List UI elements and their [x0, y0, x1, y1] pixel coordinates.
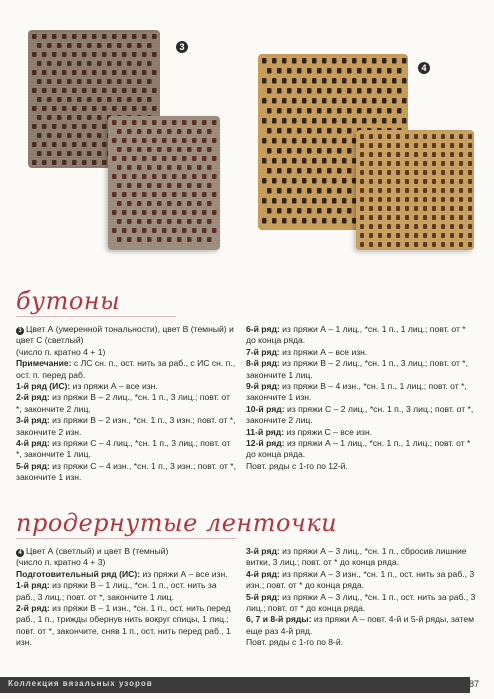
- section-2-right-column: [246, 546, 476, 649]
- row-label: 8-й ряд:: [246, 358, 280, 369]
- row-label: Примечание:: [16, 358, 72, 369]
- instruction-line: [246, 427, 476, 438]
- row-text: из пряжи В – 1 лиц., *сн. 1 п., ост. нить за раб., 3 лиц.; повт. от *, закончите 1 лиц.: [16, 580, 217, 602]
- row-text: (число п. кратно 4 + 1): [16, 346, 106, 357]
- instruction-line: [246, 358, 476, 381]
- page-number: 87: [469, 679, 480, 689]
- row-text: Цвет А (умеренной тональности), цвет В (темный) и цвет С (светлый): [16, 324, 234, 346]
- instruction-line: [16, 546, 236, 557]
- instruction-line: [246, 614, 476, 637]
- row-text: Повт. ряды с 1-го по 8-й.: [246, 637, 344, 648]
- row-text: из пряжи А – 3 лиц., *сн. 1 п., сбросив лишние витки, 3 лиц.; повт. от * до конца ряда.: [246, 546, 467, 568]
- row-label: 9-й ряд:: [246, 381, 280, 392]
- row-label: 5-й ряд:: [16, 460, 50, 471]
- instruction-line: [246, 324, 476, 347]
- instruction-line: [16, 415, 236, 438]
- row-label: 12-й ряд:: [246, 438, 285, 449]
- row-text: из пряжи С – все изн.: [284, 426, 373, 437]
- instruction-line: [246, 461, 476, 472]
- instruction-line: [16, 557, 236, 568]
- row-text: из пряжи В – 1 изн., *сн. 1 п., ост. нить перед раб., 1 п., трижды обернув нить вокруг спицы, 1 лиц.; повт. от *, закончите, сняв 1 п., ост. нить перед раб., 1 изн.: [16, 603, 231, 648]
- row-label: 1-й ряд:: [16, 580, 50, 591]
- swatch-4-badge: 4: [418, 62, 430, 74]
- instruction-line: [16, 438, 236, 461]
- row-text: из пряжи А – 3 изн., *сн. 1 п., ост. нить за раб., 3 изн.; повт. от * до конца ряда.: [246, 568, 475, 591]
- instruction-line: [246, 637, 476, 648]
- row-label: 4-й ряд:: [246, 568, 280, 579]
- row-label: 1-й ряд (ИС):: [16, 381, 71, 392]
- row-label: 3-й ряд:: [16, 415, 50, 426]
- instruction-line: [16, 381, 236, 392]
- instruction-line: [16, 603, 236, 649]
- row-text: из пряжи А – повт. 4-й и 5-й ряды, затем еще раз 4-й ряд.: [246, 614, 475, 636]
- swatch-4-front: [356, 130, 474, 250]
- pattern-number-icon: 4: [16, 549, 24, 557]
- instruction-line: [16, 347, 236, 358]
- row-text: из пряжи В – 4 изн., *сн. 1 п., 1 лиц.; повт. от *, закончите 1 изн.: [246, 381, 467, 403]
- instruction-line: [16, 358, 236, 381]
- row-text: из пряжи А – 1 лиц., *сн. 1 п., 1 лиц.; повт. от * до конца ряда.: [246, 438, 471, 460]
- section-2-rule: [16, 538, 236, 539]
- swatch-3-badge: 3: [176, 41, 188, 53]
- row-text: из пряжи А – все изн.: [70, 381, 158, 392]
- row-text: из пряжи С – 2 лиц., *сн. 1 п., 3 лиц.; повт. от *, закончите 2 лиц.: [246, 403, 474, 426]
- instruction-line: [16, 461, 236, 484]
- row-label: 7-й ряд:: [246, 346, 280, 357]
- row-text: из пряжи С – 4 изн., *сн. 1 п., 3 изн.; повт. от *, закончите 1 изн.: [16, 460, 236, 483]
- row-text: с ЛС сн. п., ост. нить за раб., с ИС сн. п., ост. п. перед раб.: [16, 358, 236, 380]
- instruction-line: [246, 546, 476, 569]
- section-1-right-column: [246, 324, 476, 472]
- section-1-left-column: [16, 324, 236, 484]
- row-text: из пряжи В – 2 изн., *сн. 1 п., 3 изн.; повт. от *, закончите 2 изн.: [16, 415, 236, 437]
- instruction-line: [16, 324, 236, 347]
- section-1-rule: [16, 316, 176, 317]
- row-text: из пряжи А – 1 лиц., *сн. 1 п., 1 лиц.; повт. от * до конца ряда.: [246, 324, 466, 346]
- row-text: из пряжи А – все изн.: [279, 346, 368, 357]
- footer-collection-title: Коллекция вязальных узоров: [8, 679, 153, 688]
- row-text: из пряжи С – 4 лиц., *сн. 1 п., 3 лиц.; повт. от *, закончите 1 лиц.: [16, 438, 231, 460]
- row-text: из пряжи В – 2 лиц., *сн. 1 п., 3 лиц.; повт. от *, закончите 2 лиц.: [16, 392, 230, 414]
- instruction-line: [16, 392, 236, 415]
- pattern-number-icon: 3: [16, 327, 24, 335]
- instruction-line: [246, 404, 476, 427]
- row-label: 6, 7 и 8-й ряды:: [246, 614, 312, 625]
- instruction-line: [16, 569, 236, 580]
- row-label: 11-й ряд:: [246, 426, 285, 437]
- row-text: Цвет А (светлый) и цвет В (темный): [26, 546, 169, 556]
- instruction-line: [246, 592, 476, 615]
- row-label: 2-й ряд:: [16, 603, 50, 614]
- row-text: Повт. ряды с 1-го по 12-й.: [246, 460, 348, 471]
- instruction-line: [246, 347, 476, 358]
- row-label: 4-й ряд:: [16, 438, 50, 449]
- swatch-3-front: [108, 116, 220, 250]
- row-label: 2-й ряд:: [16, 392, 50, 403]
- instruction-line: [246, 381, 476, 404]
- row-label: 5-й ряд:: [246, 591, 280, 602]
- row-text: из пряжи А – 3 лиц., *сн. 1 п., ост. нить за раб., 3 лиц.; повт. от * до конца ряда.: [246, 591, 476, 614]
- row-label: Подготовительный ряд (ИС):: [16, 568, 141, 579]
- instruction-line: [246, 438, 476, 461]
- row-label: 3-й ряд:: [246, 546, 280, 556]
- row-label: 6-й ряд:: [246, 324, 280, 334]
- row-text: из пряжи А – все изн.: [140, 568, 228, 579]
- instruction-line: [16, 580, 236, 603]
- row-label: 10-й ряд:: [246, 403, 285, 414]
- section-1-title: бутоны: [16, 287, 121, 315]
- section-2-left-column: [16, 546, 236, 649]
- section-2-title: продернутые ленточки: [16, 509, 338, 537]
- instruction-line: [246, 569, 476, 592]
- row-text: из пряжи В – 2 лиц., *сн. 1 п., 3 лиц.; повт. от *, закончите 1 лиц.: [246, 358, 469, 380]
- row-text: (число п. кратно 4 + 3): [16, 557, 106, 568]
